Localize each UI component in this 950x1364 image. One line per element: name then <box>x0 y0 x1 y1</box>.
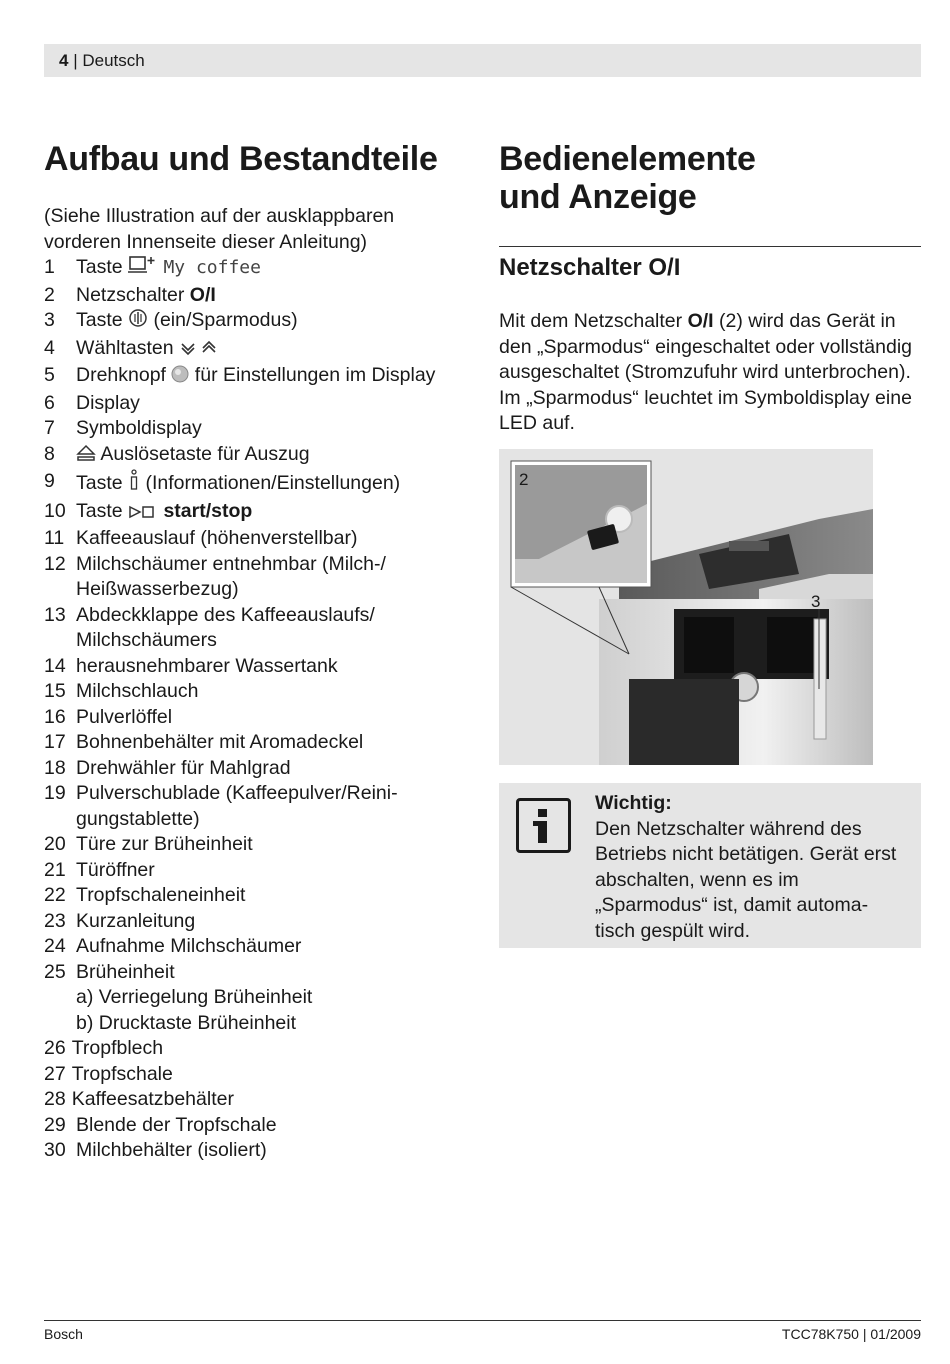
list-item-number: 19 <box>44 782 66 804</box>
list-item <box>44 654 474 680</box>
list-item-number: 11 <box>44 527 65 549</box>
list-item-number: 8 <box>44 442 55 465</box>
list-item <box>44 960 474 986</box>
list-item-label: Wähltasten <box>76 336 174 359</box>
list-item <box>44 1113 474 1139</box>
list-item <box>44 730 474 756</box>
list-item-text <box>76 832 474 858</box>
list-item-number: 23 <box>44 909 66 932</box>
list-item <box>44 756 474 782</box>
list-item-text <box>76 756 474 782</box>
list-item-label: Tropfschaleneinheit <box>76 884 246 906</box>
list-item-text <box>72 1062 474 1088</box>
list-item-continuation: Milchschäumers <box>76 629 217 651</box>
list-item-text <box>76 391 474 417</box>
left-column <box>44 140 474 1164</box>
list-item-label: Display <box>76 391 140 414</box>
list-item-continuation: b) Drucktaste Brüheinheit <box>76 1011 297 1034</box>
list-item-label: Pulverlöffel <box>76 705 173 728</box>
list-item-continuation: gungstablette) <box>76 807 200 830</box>
list-item-number: 13 <box>44 603 66 626</box>
header-bar <box>44 44 921 77</box>
list-item-number: 3 <box>44 309 55 331</box>
list-item-label: Taste <box>76 472 123 494</box>
list-item-text <box>76 552 474 578</box>
list-item-label: Abdeckklappe des Kaffeeauslaufs/ <box>76 603 375 626</box>
list-item-text <box>76 442 474 470</box>
list-item-text <box>76 526 474 552</box>
list-item <box>44 442 474 470</box>
list-item-label: Türe zur Brüheinheit <box>76 833 253 855</box>
list-item <box>44 336 474 364</box>
para-bold: O/I <box>687 310 714 332</box>
list-item-text <box>76 416 474 442</box>
list-item-continuation: Heißwasserbezug) <box>76 578 239 600</box>
list-item-label: Taste <box>76 499 123 522</box>
eject-icon <box>76 444 96 470</box>
list-item-text <box>76 363 474 391</box>
parts-list <box>44 255 474 1164</box>
footer-rule <box>44 1320 921 1321</box>
list-item-number: 17 <box>44 731 66 753</box>
list-item-label: Milchschäumer entnehmbar (Milch-/ <box>76 552 386 575</box>
right-title <box>499 140 921 216</box>
list-item-text <box>76 730 474 756</box>
start-stop-icon <box>128 501 158 527</box>
list-item-text <box>76 603 474 629</box>
list-item-text <box>76 654 474 680</box>
list-item-number: 16 <box>44 705 66 728</box>
list-item-label: Kurzanleitung <box>76 909 196 932</box>
list-item-label: Tropfschale <box>71 1062 173 1085</box>
list-item-text <box>76 781 474 807</box>
notice-heading: Wichtig: <box>595 792 672 814</box>
list-item-suffix: Auslösetaste für Auszug <box>96 442 310 465</box>
list-item-label: Milchbehälter (isoliert) <box>76 1139 267 1161</box>
list-item-number: 28 <box>44 1088 66 1110</box>
list-item-text <box>76 883 474 909</box>
list-item <box>44 858 474 884</box>
list-item <box>44 603 474 629</box>
list-item-number: 1 <box>44 256 55 278</box>
list-item-text <box>72 1036 474 1062</box>
list-item <box>44 1036 474 1062</box>
list-item <box>44 469 474 499</box>
list-item-text <box>76 679 474 705</box>
list-item <box>44 552 474 578</box>
list-item <box>44 1087 474 1113</box>
list-item-label: Milchschlauch <box>76 680 199 702</box>
list-item <box>44 308 474 336</box>
photo-label-3: 3 <box>811 591 821 611</box>
list-item-label: Symboldisplay <box>76 417 202 439</box>
notice-box <box>499 783 921 948</box>
list-item-label: Taste <box>76 309 123 331</box>
cup-plus-icon <box>128 255 158 283</box>
para-post: (2) wird das Gerät in den „Sparmodus“ eingeschaltet oder vollständig ausgeschaltet (Stromzufuhr wird unterbrochen). Im „Sparmodus“ leuchtet im Symboldisplay eine LED auf. <box>499 310 912 434</box>
list-item-suffix: für Einstellungen im Display <box>189 364 436 386</box>
header-separator: | <box>73 51 78 70</box>
list-item-number: 5 <box>44 364 55 386</box>
list-item-text <box>72 1087 474 1113</box>
list-item-number: 9 <box>44 470 55 492</box>
list-item-number: 15 <box>44 680 66 702</box>
list-item-text <box>76 909 474 935</box>
list-item-number: 7 <box>44 417 55 439</box>
info-icon <box>128 469 140 499</box>
list-item <box>44 1138 474 1164</box>
list-item-label: Taste <box>76 256 123 278</box>
list-item-label: Kaffeesatzbehälter <box>71 1088 234 1110</box>
list-item <box>44 679 474 705</box>
main-paragraph <box>499 309 921 437</box>
para-pre: Mit dem Netzschalter <box>499 310 688 332</box>
list-item <box>44 781 474 807</box>
list-item-number: 20 <box>44 833 66 855</box>
list-item-text <box>76 705 474 731</box>
list-item-number: 4 <box>44 336 55 359</box>
list-item-number: 24 <box>44 935 66 957</box>
list-item <box>44 705 474 731</box>
list-item-label: Kaffeeauslauf (höhenverstellbar) <box>76 527 358 549</box>
list-item-text <box>76 960 474 986</box>
list-item-label: Aufnahme Milchschäumer <box>76 935 302 957</box>
right-title-line2: und Anzeige <box>499 178 697 216</box>
list-item-number: 25 <box>44 960 66 983</box>
notice-text-block <box>595 791 905 944</box>
list-item <box>44 526 474 552</box>
list-item-number: 29 <box>44 1113 66 1136</box>
list-item <box>44 283 474 309</box>
list-item <box>44 499 474 527</box>
list-item-number: 22 <box>44 884 66 906</box>
right-column <box>499 140 921 765</box>
page-number: 4 <box>59 51 69 70</box>
list-item <box>44 934 474 960</box>
footer-model: TCC78K750 | 01/2009 <box>781 1326 921 1342</box>
power-icon <box>128 308 148 336</box>
list-item-text <box>76 1113 474 1139</box>
list-item <box>44 909 474 935</box>
list-item-label: Bohnenbehälter mit Aromadeckel <box>76 731 364 753</box>
info-icon <box>516 798 571 853</box>
product-photo-svg <box>499 449 873 765</box>
list-item-text <box>76 469 474 499</box>
list-item-label: Pulverschublade (Kaffeepulver/Reini- <box>76 782 398 804</box>
list-item-text <box>76 255 474 283</box>
list-item-label: herausnehmbarer Wassertank <box>76 654 338 677</box>
product-photo <box>499 449 873 765</box>
list-item-number: 18 <box>44 756 66 779</box>
list-item-text <box>76 283 474 309</box>
list-item-suffix: (ein/Sparmodus) <box>148 309 298 331</box>
list-item <box>44 883 474 909</box>
list-item-label: Drehknopf <box>76 364 166 386</box>
list-item-label: Netzschalter <box>76 283 190 306</box>
right-title-line1: Bedienelemente <box>499 140 756 178</box>
list-item-text <box>76 499 474 527</box>
list-item-text <box>76 336 474 364</box>
header-language: Deutsch <box>82 51 145 70</box>
list-item <box>44 832 474 858</box>
left-title: Aufbau und Bestandteile <box>44 140 438 178</box>
list-item-text <box>76 858 474 884</box>
list-item-text <box>76 934 474 960</box>
list-item-continuation: a) Verriegelung Brüheinheit <box>76 986 313 1008</box>
list-item-label: Tropfblech <box>71 1037 164 1059</box>
list-item <box>44 255 474 283</box>
list-item-number: 12 <box>44 552 66 575</box>
list-item-number: 27 <box>44 1062 66 1085</box>
intro-text: (Siehe Illustration auf der ausklappbaren vorderen Innenseite dieser Anleitung) <box>44 205 395 253</box>
notice-body: Den Netzschalter während des Betriebs nicht betätigen. Gerät erst abschalten, wenn es im „Sparmodus“ ist, damit automa-tisch gespült wird. <box>595 817 897 942</box>
list-item-text <box>76 1138 474 1164</box>
list-item <box>44 1062 474 1088</box>
list-item-text <box>76 308 474 336</box>
list-item-label: Türöffner <box>76 858 155 881</box>
list-item-label: Drehwähler für Mahlgrad <box>76 756 291 779</box>
list-item-number: 14 <box>44 654 66 677</box>
section-rule <box>499 246 921 247</box>
knob-icon <box>171 365 189 391</box>
list-item-number: 10 <box>44 499 66 522</box>
list-item-number: 26 <box>44 1037 66 1059</box>
list-item-number: 6 <box>44 391 55 414</box>
list-item <box>44 363 474 391</box>
footer-brand: Bosch <box>44 1326 83 1342</box>
list-item-number: 2 <box>44 283 55 306</box>
list-item-number: 21 <box>44 858 66 881</box>
list-item-number: 30 <box>44 1139 66 1161</box>
start-stop-label: start/stop <box>163 499 253 522</box>
chevrons-icon <box>179 338 219 364</box>
photo-label-2: 2 <box>519 469 529 489</box>
list-item-label: Blende der Tropfschale <box>76 1113 277 1136</box>
list-item-bold: O/I <box>189 283 216 306</box>
list-item-label: Brüheinheit <box>76 960 175 983</box>
my-coffee-label: My coffee <box>163 257 261 278</box>
list-item-suffix: (Informationen/Einstellungen) <box>140 472 401 494</box>
list-item <box>44 416 474 442</box>
subtitle: Netzschalter O/I <box>499 254 681 281</box>
list-item <box>44 391 474 417</box>
